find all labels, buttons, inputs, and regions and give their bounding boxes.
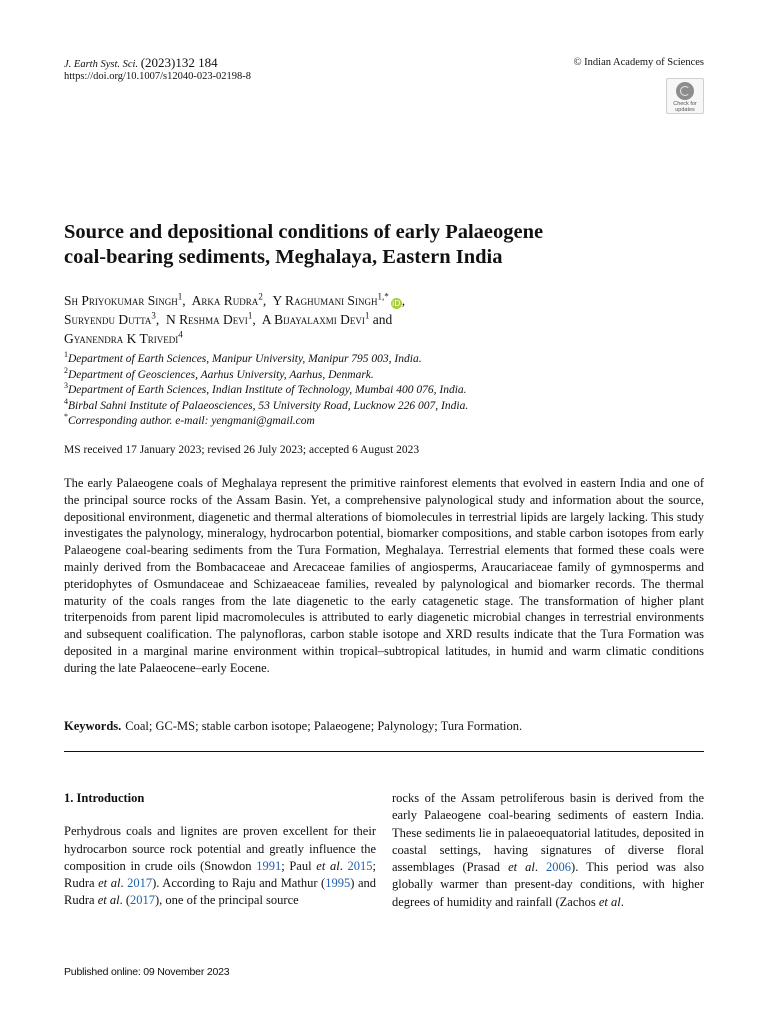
check-updates-icon bbox=[676, 82, 694, 100]
publisher: © Indian Academy of Sciences bbox=[573, 57, 704, 68]
body-text: ; Paul bbox=[281, 858, 317, 873]
citation-link[interactable]: 2017 bbox=[127, 876, 153, 891]
author-affiliation-mark: 1 bbox=[247, 310, 253, 321]
check-for-updates-badge[interactable] bbox=[666, 78, 704, 114]
keywords bbox=[64, 719, 704, 734]
body-text: . bbox=[534, 860, 547, 875]
affiliation-text: Department of Earth Sciences, Indian Institute of Technology, Mumbai 400 076, India. bbox=[68, 384, 467, 397]
author-name: Arka Rudra bbox=[191, 293, 259, 308]
affiliation-text: Birbal Sahni Institute of Palaeosciences, 53 University Road, Lucknow 226 007, India. bbox=[68, 399, 469, 412]
paper-title bbox=[64, 220, 704, 270]
doi-line bbox=[64, 70, 251, 84]
affiliation bbox=[64, 352, 704, 368]
check-updates-label-1: Check for bbox=[673, 101, 697, 107]
corresponding-author-text[interactable]: Corresponding author. e-mail: yengmani@gmail.com bbox=[68, 415, 315, 428]
introduction-paragraph bbox=[64, 823, 376, 909]
manuscript-dates: MS received 17 January 2023; revised 26 July 2023; accepted 6 August 2023 bbox=[64, 444, 420, 456]
author-list bbox=[64, 291, 704, 348]
title-line-2: coal-bearing sediments, Meghalaya, Eastern India bbox=[64, 246, 503, 268]
author-line-1: Sh Priyokumar Singh$^1$, Arka Rudra$^2$, Y Raghumani Singh$^{1,*}$iD, bbox=[64, 291, 406, 308]
body-text: rocks of the Assam petroliferous basin is derived from the early Palaeogene coal-bearing sediments of eastern India. These sediments lie in palaeoequatorial latitudes, deposited in coastal settings, having signatures of diverse floral assemblages (Prasad bbox=[392, 791, 704, 875]
keywords-text: Coal; GC-MS; stable carbon isotope; Palaeogene; Palynology; Tura Formation. bbox=[125, 719, 523, 733]
body-text: ), one of the principal source bbox=[154, 893, 299, 908]
italic-text: et al bbox=[508, 860, 535, 875]
affiliation-mark: * bbox=[64, 412, 68, 422]
corresponding-author bbox=[64, 414, 704, 430]
italic-text: et al bbox=[316, 858, 340, 873]
author-conjunction: and bbox=[372, 312, 393, 327]
author-affiliation-mark: 2 bbox=[258, 291, 263, 302]
check-updates-label-2: updates bbox=[675, 107, 695, 113]
author-name: Suryendu Dutta bbox=[64, 312, 152, 327]
author-line-2: Suryendu Dutta$^3$, N Reshma Devi$^1$, A Bijayalaxmi Devi$^1$ and bbox=[64, 310, 393, 327]
author-affiliation-mark: 1,* bbox=[377, 291, 389, 302]
body-column-right bbox=[392, 790, 704, 911]
author-name: N Reshma Devi bbox=[166, 312, 248, 327]
journal-name: J. Earth Syst. Sci. bbox=[64, 59, 139, 70]
affiliations bbox=[64, 352, 704, 430]
body-text: ) and Rudra bbox=[64, 876, 377, 908]
author-name: Sh Priyokumar Singh bbox=[64, 293, 178, 308]
body-column-left bbox=[64, 790, 376, 910]
body-text: ; Rudra bbox=[64, 858, 376, 891]
body-text: ). According to Raju and Mathur ( bbox=[152, 876, 326, 891]
affiliation-mark: 1 bbox=[64, 350, 68, 360]
affiliation bbox=[64, 396, 704, 415]
affiliation bbox=[64, 383, 704, 399]
affiliation-mark: 4 bbox=[64, 396, 68, 406]
body-text: . bbox=[120, 876, 128, 891]
citation-link[interactable]: 1991 bbox=[256, 858, 282, 873]
author-affiliation-mark: 4 bbox=[178, 329, 183, 340]
section-heading-introduction: 1. Introduction bbox=[64, 791, 145, 805]
author-name: Gyanendra K Trivedi bbox=[64, 331, 179, 346]
author-affiliation-mark: 1 bbox=[177, 291, 183, 302]
body-text: ). This period was also globally warmer than present-day conditions, with higher degrees of humidity and rainfall (Zachos bbox=[392, 860, 704, 909]
italic-text: et al bbox=[98, 876, 121, 891]
italic-text: et al bbox=[97, 893, 120, 908]
keywords-label: Keywords. bbox=[64, 719, 122, 733]
citation-link[interactable]: 1995 bbox=[325, 876, 351, 891]
affiliation-text: Department of Geosciences, Aarhus University, Aarhus, Denmark. bbox=[68, 368, 374, 381]
body-text: Perhydrous coals and lignites are proven excellent for their hydrocarbon source rock potential and greatly influence the composition in crude oils (Snowdon bbox=[64, 824, 376, 873]
citation-link[interactable]: 2017 bbox=[129, 893, 155, 908]
orcid-icon[interactable]: iD bbox=[392, 299, 401, 308]
author-line-3 bbox=[64, 329, 704, 348]
title-line-1: Source and depositional conditions of early Palaeogene bbox=[64, 221, 544, 243]
citation-link[interactable]: 2015 bbox=[347, 858, 373, 873]
affiliation-text: Department of Earth Sciences, Manipur University, Manipur 795 003, India. bbox=[68, 353, 422, 365]
author-name: A Bijayalaxmi Devi bbox=[261, 312, 365, 327]
section-divider bbox=[64, 751, 704, 752]
affiliation-mark: 3 bbox=[64, 381, 68, 391]
body-text: . bbox=[339, 858, 348, 873]
citation-link[interactable]: 2006 bbox=[546, 860, 572, 875]
doi-link[interactable]: https://doi.org/10.1007/s12040-023-02198-8 bbox=[64, 71, 252, 82]
introduction-paragraph-continued bbox=[392, 790, 704, 911]
author-affiliation-mark: 1 bbox=[364, 310, 370, 321]
author-name: Y Raghumani Singh bbox=[272, 293, 378, 308]
journal-volume: (2023)132 184 bbox=[140, 55, 218, 70]
italic-text: et al bbox=[598, 894, 621, 909]
published-online: Published online: 09 November 2023 bbox=[64, 966, 230, 978]
body-text: . bbox=[620, 894, 624, 909]
body-text: . ( bbox=[119, 893, 130, 908]
abstract: The early Palaeogene coals of Meghalaya represent the primitive rainforest elements that evolved in eastern India and one of the principal source rocks of the Assam Basin. Yet, a comprehensive palynological study and information about the source, depositional environment, diagenetic and thermal alterations of biomolecules in terrestrial lipids are largely lacking. This study investigates the palynology, mineralogy, hydrocarbon potential, biomarker compositions, and stable carbon isotopes from early Palaeogene coal-bearing sediments from the Tura Formation, Meghalaya. Terrestrial elements that formed these coals were mainly derived from the Bombacaceae and Arecaceae families of angiosperms, Araucariaceae family of gymnosperms and pteridophytes of Osmundaceae and Schizaeaceae families, revealed by palynological and biomarker records. The thermal maturity of the coals ranges from the late diagenetic to the early catagenetic stage. The transformation of higher plant triterpenoids from parent lipid macromolecules is attributed to early diagenetic microbial changes in terrestrial environments and subsequent coalification. The palynofloras, carbon stable isotope and XRD results indicate that the Tura Formation was deposited in a marginal marine environment within tropical–subtropical latitudes, in humid and warm climatic conditions during the late Palaeocene–early Eocene. bbox=[64, 476, 704, 675]
affiliation bbox=[64, 365, 704, 384]
author-affiliation-mark: 3 bbox=[151, 310, 156, 321]
affiliation-mark: 2 bbox=[64, 365, 68, 375]
